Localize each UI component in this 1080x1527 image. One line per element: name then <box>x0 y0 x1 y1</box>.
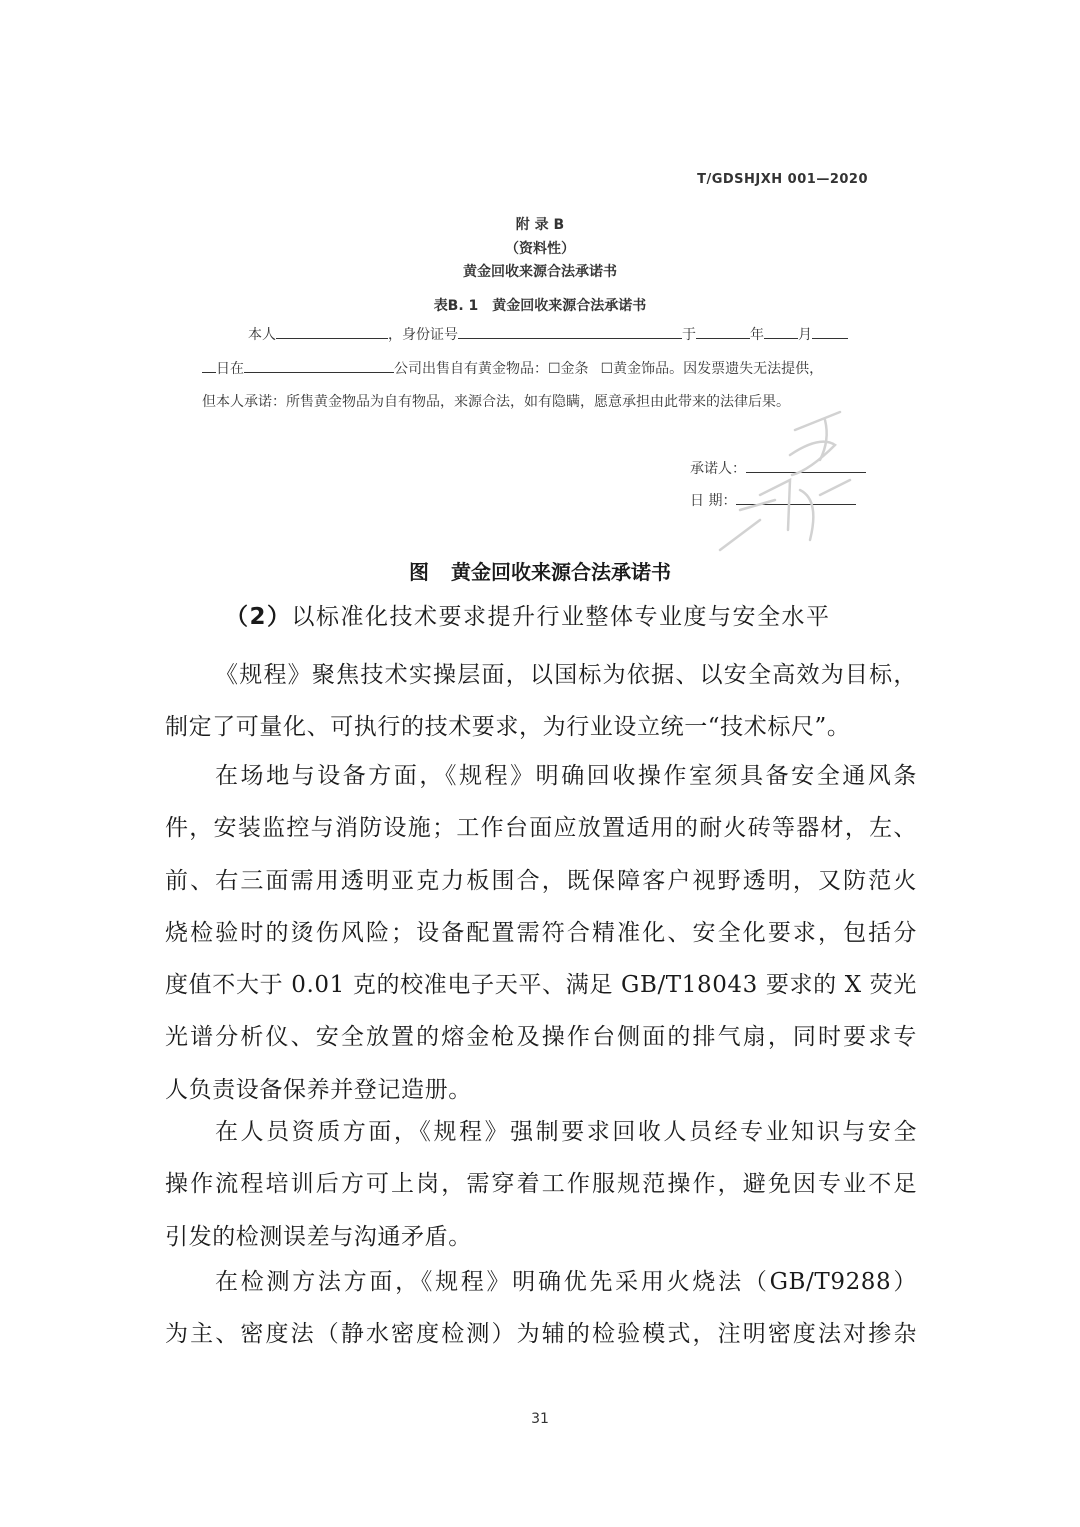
figure-title: 黄金回收来源合法承诺书 <box>451 560 671 584</box>
section-number: （2） <box>225 604 292 630</box>
form-text: 公司出售自有黄金物品： <box>394 361 548 377</box>
blank-month <box>764 324 798 339</box>
page-number: 31 <box>531 1411 549 1427</box>
form-text: 年 <box>750 327 764 343</box>
section-heading <box>225 598 831 631</box>
form-text: 本人 <box>248 327 276 343</box>
paragraph-line: 为主、密度法（静水密度检测）为辅的检验模式，注明密度法对掺杂 <box>165 1321 917 1348</box>
blank-day <box>812 324 848 339</box>
paragraph-2 <box>165 750 917 1116</box>
standard-code: T/GDSHJXH 001—2020 <box>697 172 868 187</box>
form-line-1 <box>248 324 848 344</box>
checkbox-gold-bar: ☐金条 <box>548 361 589 377</box>
blank-id-number <box>458 324 682 339</box>
appendix-subtitle: （资料性） <box>505 241 575 257</box>
form-text: 于 <box>682 327 696 343</box>
watermark-graphic <box>700 400 860 560</box>
blank-day-cont <box>202 358 216 373</box>
appendix-name: 黄金回收来源合法承诺书 <box>463 264 617 280</box>
blank-year <box>696 324 750 339</box>
paragraph-line: 度值不大于 0.01 克的校准电子天平、满足 GB/T18043 要求的 X 荧光 <box>165 972 917 999</box>
blank-company <box>244 358 394 373</box>
blank-name <box>276 324 388 339</box>
form-line-2 <box>202 358 823 378</box>
paragraph-line: 操作流程培训后方可上岗，需穿着工作服规范操作，避免因专业不足 <box>165 1171 917 1198</box>
paragraph-line: 在人员资质方面，《规程》强制要求回收人员经专业知识与安全 <box>215 1119 917 1145</box>
form-text: 月 <box>798 327 812 343</box>
checkbox-gold-jewelry: ☐黄金饰品。因发票遗失无法提供， <box>600 361 824 377</box>
table-label: 表B. 1 <box>433 298 479 314</box>
table-title: 黄金回收来源合法承诺书 <box>492 298 647 314</box>
form-line-3: 但本人承诺：所售黄金物品为自有物品，来源合法，如有隐瞒，愿意承担由此带来的法律后果。 <box>202 394 790 410</box>
form-text: ，身份证号 <box>388 327 458 343</box>
figure-caption <box>0 556 1080 585</box>
date-label: 日 期： <box>690 493 737 509</box>
section-title: 以标准化技术要求提升行业整体专业度与安全水平 <box>291 604 831 630</box>
promisor-label: 承诺人： <box>690 461 746 477</box>
paragraph-3 <box>165 1106 917 1263</box>
paragraph-1 <box>165 649 917 754</box>
figure-label: 图 <box>409 560 429 584</box>
paragraph-line: 光谱分析仪、安全放置的熔金枪及操作台侧面的排气扇，同时要求专 <box>165 1024 917 1051</box>
paragraph-line: 烧检验时的烫伤风险；设备配置需符合精准化、安全化要求，包括分 <box>165 919 917 946</box>
appendix-title: 附 录 B <box>515 217 565 233</box>
form-text: 日在 <box>216 361 244 377</box>
table-caption <box>0 295 1080 315</box>
paragraph-line: 人负责设备保养并登记造册。 <box>165 1076 472 1103</box>
paragraph-line: 引发的检测误差与沟通矛盾。 <box>165 1223 472 1250</box>
paragraph-4 <box>165 1256 917 1361</box>
paragraph-line: 《规程》聚焦技术实操层面，以国标为依据、以安全高效为目标， <box>215 662 917 688</box>
paragraph-line: 制定了可量化、可执行的技术要求，为行业设立统一“技术标尺”。 <box>165 714 851 741</box>
paragraph-line: 在场地与设备方面，《规程》明确回收操作室须具备安全通风条 <box>215 763 917 789</box>
paragraph-line: 在检测方法方面，《规程》明确优先采用火烧法（GB/T9288） <box>215 1269 917 1295</box>
paragraph-line: 件，安装监控与消防设施；工作台面应放置适用的耐火砖等器材，左、 <box>165 815 917 842</box>
paragraph-line: 前、右三面需用透明亚克力板围合，既保障客户视野透明，又防范火 <box>165 867 917 894</box>
